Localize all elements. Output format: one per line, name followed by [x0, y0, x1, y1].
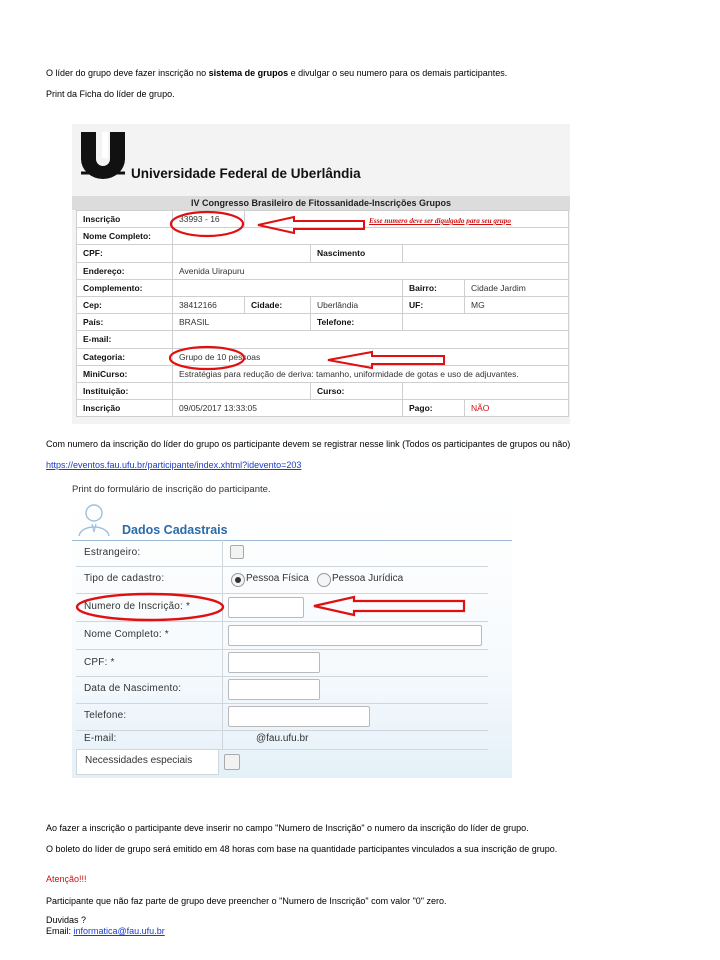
university-name: Universidade Federal de Uberlândia [131, 166, 361, 181]
value-cep: 38412166 [173, 296, 245, 313]
value-inscricao-data: 09/05/2017 13:33:05 [173, 400, 403, 417]
label-email: E-mail: [77, 331, 173, 348]
value-pais: BRASIL [173, 314, 311, 331]
arrow-icon [328, 352, 444, 368]
leader-registration-screenshot [72, 124, 570, 424]
tipo-cadastro-label: Tipo de cadastro: [84, 573, 165, 584]
cpf-label: CPF: * [84, 657, 115, 668]
label-nome: Nome Completo: [77, 228, 173, 245]
footer-line-3: Participante que não faz parte de grupo deve preencher o "Numero de Inscrição" com valor "0" zero. [46, 896, 447, 906]
value-inscricao: 33993 - 16 [173, 211, 245, 228]
label-endereco: Endereço: [77, 262, 173, 279]
attention-text: Atenção!!! [46, 874, 87, 884]
label-cidade: Cidade: [245, 296, 311, 313]
middle-instruction: Com numero da inscrição do líder do grupo os participante devem se registrar nesse link (Todos os participantes de grupos ou não) [46, 439, 571, 449]
label-telefone: Telefone: [311, 314, 403, 331]
necessidades-label: Necessidades especiais [85, 755, 193, 766]
duvidas-text: Duvidas ? [46, 915, 87, 925]
value-uf: MG [465, 296, 569, 313]
email-prefix: Email: [46, 926, 74, 936]
registration-link[interactable]: https://eventos.fau.ufu.br/participante/index.xhtml?idevento=203 [46, 460, 302, 470]
value-pago: NÃO [465, 400, 569, 417]
label-curso: Curso: [311, 382, 403, 399]
footer-line-1: Ao fazer a inscrição o participante deve inserir no campo "Numero de Inscrição" o numero da inscrição do líder de grupo. [46, 823, 529, 833]
highlight-ellipse-numero [77, 594, 223, 620]
label-complemento: Complemento: [77, 279, 173, 296]
telefone-label: Telefone: [84, 710, 127, 721]
annotation-text: Esse numero deve ser digulgado para seu grupo [369, 217, 511, 225]
intro-line-2: Print da Ficha do líder de grupo. [46, 89, 175, 99]
form-title: Dados Cadastrais [122, 523, 228, 537]
label-nascimento: Nascimento [311, 245, 403, 262]
value-bairro: Cidade Jardim [465, 279, 569, 296]
footer-line-2: O boleto do líder de grupo será emitido em 48 horas com base na quantidade participantes vinculados a sua inscrição de grupo. [46, 844, 558, 854]
highlight-ellipse-categoria [170, 347, 244, 369]
print-caption: Print do formulário de inscrição do participante. [72, 484, 271, 495]
label-categoria: Categoria: [77, 348, 173, 365]
nome-label: Nome Completo: * [84, 629, 169, 640]
ficha-highlights [72, 124, 570, 424]
numero-inscricao-label: Numero de Inscrição: * [84, 601, 191, 612]
label-instituicao: Instituição: [77, 382, 173, 399]
contact-email-link[interactable]: informatica@fau.ufu.br [73, 926, 165, 936]
value-endereco: Avenida Uirapuru [173, 262, 569, 279]
label-pais: País: [77, 314, 173, 331]
label-uf: UF: [403, 296, 465, 313]
estrangeiro-label: Estrangeiro: [84, 547, 141, 558]
label-minicurso: MiniCurso: [77, 365, 173, 382]
form-highlights [72, 496, 512, 778]
label-pago: Pago: [403, 400, 465, 417]
contact-email [46, 925, 165, 937]
email-label: E-mail: [84, 733, 117, 744]
highlight-ellipse-inscricao [171, 212, 243, 236]
label-cep: Cep: [77, 296, 173, 313]
arrow-icon [258, 217, 364, 233]
arrow-icon [314, 597, 464, 615]
value-minicurso: Estratégias para redução de deriva: tamanho, uniformidade de gotas e uso de adjuvantes. [173, 365, 569, 382]
value-categoria: Grupo de 10 pessoas [173, 348, 569, 365]
pessoa-fisica-label: Pessoa Física [246, 573, 309, 584]
label-bairro: Bairro: [403, 279, 465, 296]
intro-line-1: O líder do grupo deve fazer inscrição no sistema de grupos e divulgar o seu numero para os demais participantes. [46, 68, 508, 78]
email-value[interactable]: @fau.ufu.br [256, 733, 309, 744]
value-cidade: Uberlândia [311, 296, 403, 313]
label-inscricao-data: Inscrição [77, 400, 173, 417]
nascimento-label: Data de Nascimento: [84, 683, 182, 694]
pessoa-juridica-label: Pessoa Jurídica [332, 573, 404, 584]
label-inscricao: Inscrição [77, 211, 173, 228]
participant-form-screenshot [72, 496, 512, 778]
label-cpf: CPF: [77, 245, 173, 262]
event-title: IV Congresso Brasileiro de Fitossanidade-Inscrições Grupos [72, 196, 570, 210]
